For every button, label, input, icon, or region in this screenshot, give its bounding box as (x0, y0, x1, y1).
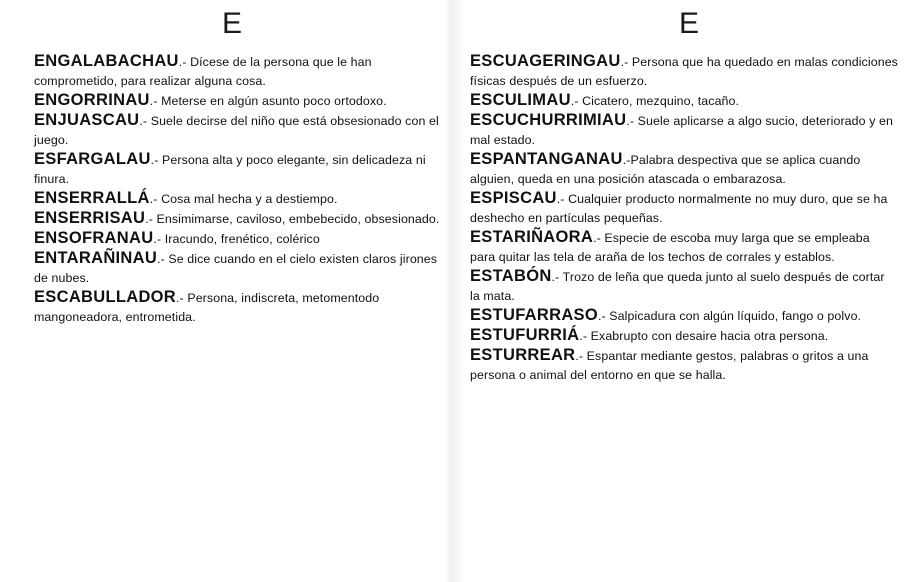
entry-term: ESFARGALAU (34, 150, 151, 168)
glossary-entry (470, 150, 898, 189)
right-page-letter-heading: E (678, 7, 699, 40)
glossary-entry (470, 346, 898, 385)
glossary-entry (470, 111, 898, 150)
glossary-entry (470, 228, 898, 267)
entry-term: ESCUAGERINGAU (470, 52, 621, 70)
left-page-entries (34, 52, 444, 327)
entry-term: ENJUASCAU (34, 111, 140, 129)
glossary-entry (34, 229, 444, 249)
entry-term: ENSERRALLÁ (34, 189, 150, 207)
glossary-entry (34, 91, 444, 111)
entry-definition: .- Iracundo, frenético, colérico (153, 232, 320, 246)
entry-definition: .- Meterse en algún asunto poco ortodoxo. (149, 94, 387, 108)
glossary-entry (470, 326, 898, 346)
entry-definition: .- Suele decirse del niño que está obsesionado con el juego. (34, 114, 439, 147)
left-page (0, 0, 452, 582)
entry-term: ESCUCHURRIMIAU (470, 111, 627, 129)
entry-definition: .- Ensimimarse, caviloso, embebecido, obsesionado. (145, 212, 440, 226)
glossary-entry (34, 249, 444, 288)
entry-definition: .- Persona, indiscreta, metomentodo mangoneadora, entrometida. (34, 291, 380, 324)
entry-definition: .- Suele aplicarse a algo sucio, deteriorado y en mal estado. (470, 114, 894, 147)
glossary-entry (34, 288, 444, 327)
entry-definition: .- Persona alta y poco elegante, sin delicadeza ni finura. (34, 153, 426, 186)
glossary-entry (470, 91, 898, 111)
glossary-entry (34, 189, 444, 209)
glossary-entry (470, 52, 898, 91)
entry-term: ESTARIÑAORA (470, 228, 594, 246)
entry-term: ESTUFURRIÁ (470, 326, 580, 344)
entry-definition: .- Se dice cuando en el cielo existen claros jirones de nubes. (34, 252, 438, 285)
entry-definition: .- Especie de escoba muy larga que se empleaba para quitar las tela de araña de los techos de corrales y establos. (470, 231, 870, 264)
glossary-entry (34, 52, 444, 91)
glossary-entry (470, 189, 898, 228)
glossary-entry (470, 267, 898, 306)
entry-term: ESTUFARRASO (470, 306, 598, 324)
entry-definition: .- Salpicadura con algún líquido, fango o polvo. (597, 309, 862, 323)
entry-definition: .- Cualquier producto normalmente no muy duro, que se ha deshecho en partículas pequeñas. (470, 192, 888, 225)
entry-definition: .- Exabrupto con desaire hacia otra persona. (579, 329, 829, 343)
glossary-entry (34, 111, 444, 150)
glossary-entry (34, 209, 444, 229)
entry-term: ESTURREAR (470, 346, 576, 364)
entry-term: ENTARAÑINAU (34, 249, 158, 267)
entry-term: ENGORRINAU (34, 91, 150, 109)
entry-term: ESCABULLADOR (34, 288, 177, 306)
glossary-entry (34, 150, 444, 189)
left-page-letter-heading: E (221, 7, 242, 40)
entry-term: ENSERRISAU (34, 209, 146, 227)
entry-definition: .- Trozo de leña que queda junto al suelo después de cortar la mata. (470, 270, 885, 303)
entry-definition: .-Palabra despectiva que se aplica cuando alguien, queda en una posición atascada o embarazosa. (470, 153, 861, 186)
entry-definition: .- Espantar mediante gestos, palabras o gritos a una persona o animal del entorno en que se halla. (470, 349, 869, 382)
entry-term: ESPISCAU (470, 189, 557, 207)
entry-term: ESPANTANGANAU (470, 150, 623, 168)
entry-definition: .- Dícese de la persona que le han comprometido, para realizar alguna cosa. (34, 55, 372, 88)
entry-term: ENSOFRANAU (34, 229, 154, 247)
entry-term: ESCULIMAU (470, 91, 571, 109)
entry-term: ENGALABACHAU (34, 52, 179, 70)
entry-term: ESTABÓN (470, 267, 552, 285)
glossary-entry (470, 306, 898, 326)
entry-definition: .- Cicatero, mezquino, tacaño. (570, 94, 740, 108)
entry-definition: .- Persona que ha quedado en malas condiciones físicas después de un esfuerzo. (470, 55, 898, 88)
right-page-entries (470, 52, 898, 385)
entry-definition: .- Cosa mal hecha y a destiempo. (149, 192, 338, 206)
right-page (452, 0, 906, 582)
